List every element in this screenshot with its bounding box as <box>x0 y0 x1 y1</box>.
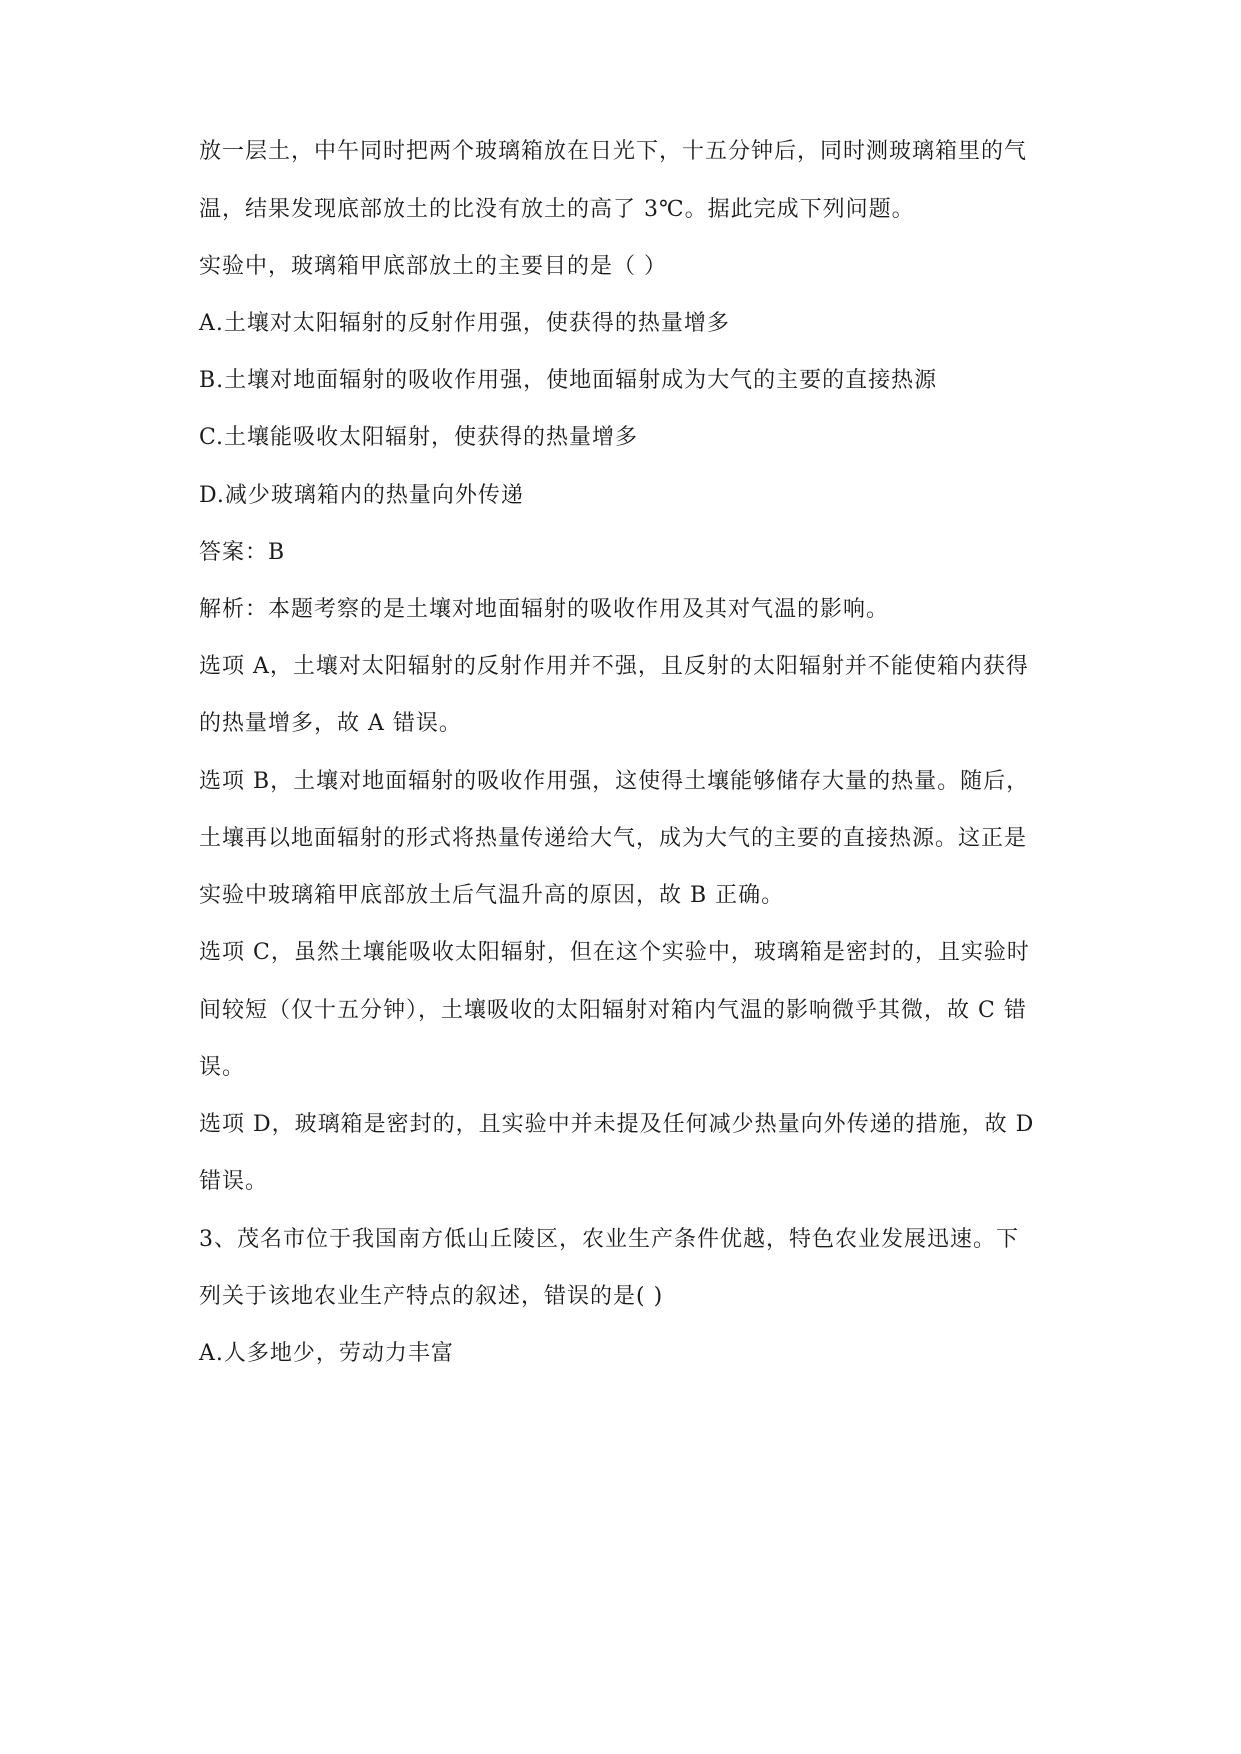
text-line-intro-end: 温，结果发现底部放土的比没有放土的高了 3℃。据此完成下列问题。 <box>199 197 915 222</box>
question-3-line1: 3、茂名市位于我国南方低山丘陵区，农业生产条件优越，特色农业发展迅速。下 <box>199 1227 1019 1252</box>
option-d: D.减少玻璃箱内的热量向外传递 <box>199 483 524 508</box>
analysis-intro: 解析：本题考察的是土壤对地面辐射的吸收作用及其对气温的影响。 <box>199 597 890 622</box>
analysis-d-line1: 选项 D，玻璃箱是密封的，且实验中并未提及任何减少热量向外传递的措施，故 D <box>199 1112 1035 1137</box>
analysis-b-line3: 实验中玻璃箱甲底部放土后气温升高的原因，故 B 正确。 <box>199 883 785 908</box>
analysis-a-line2: 的热量增多，故 A 错误。 <box>199 711 462 736</box>
option-b: B.土壤对地面辐射的吸收作用强，使地面辐射成为大气的主要的直接热源 <box>199 368 938 393</box>
analysis-a-line1: 选项 A，土壤对太阳辐射的反射作用并不强，且反射的太阳辐射并不能使箱内获得 <box>199 654 1029 679</box>
analysis-c-line2: 间较短（仅十五分钟），土壤吸收的太阳辐射对箱内气温的影响微乎其微，故 C 错 <box>199 998 1027 1023</box>
analysis-c-line3: 误。 <box>199 1055 246 1080</box>
question-3-option-a: A.人多地少，劳动力丰富 <box>199 1341 454 1366</box>
option-c: C.土壤能吸收太阳辐射，使获得的热量增多 <box>199 425 639 450</box>
analysis-b-line1: 选项 B，土壤对地面辐射的吸收作用强，这使得土壤能够储存大量的热量。随后， <box>199 769 1030 794</box>
text-line-intro-cont: 放一层土，中午同时把两个玻璃箱放在日光下，十五分钟后，同时测玻璃箱里的气 <box>199 139 1028 164</box>
analysis-c-line1: 选项 C，虽然土壤能吸收太阳辐射，但在这个实验中，玻璃箱是密封的，且实验时 <box>199 940 1030 965</box>
question-stem: 实验中，玻璃箱甲底部放土的主要目的是（ ） <box>199 254 667 279</box>
option-a: A.土壤对太阳辐射的反射作用强，使获得的热量增多 <box>199 311 730 336</box>
analysis-b-line2: 土壤再以地面辐射的形式将热量传递给大气，成为大气的主要的直接热源。这正是 <box>199 826 1028 851</box>
answer-line: 答案：B <box>199 540 286 565</box>
analysis-d-line2: 错误。 <box>199 1169 269 1194</box>
question-3-line2: 列关于该地农业生产特点的叙述，错误的是( ) <box>199 1284 664 1309</box>
